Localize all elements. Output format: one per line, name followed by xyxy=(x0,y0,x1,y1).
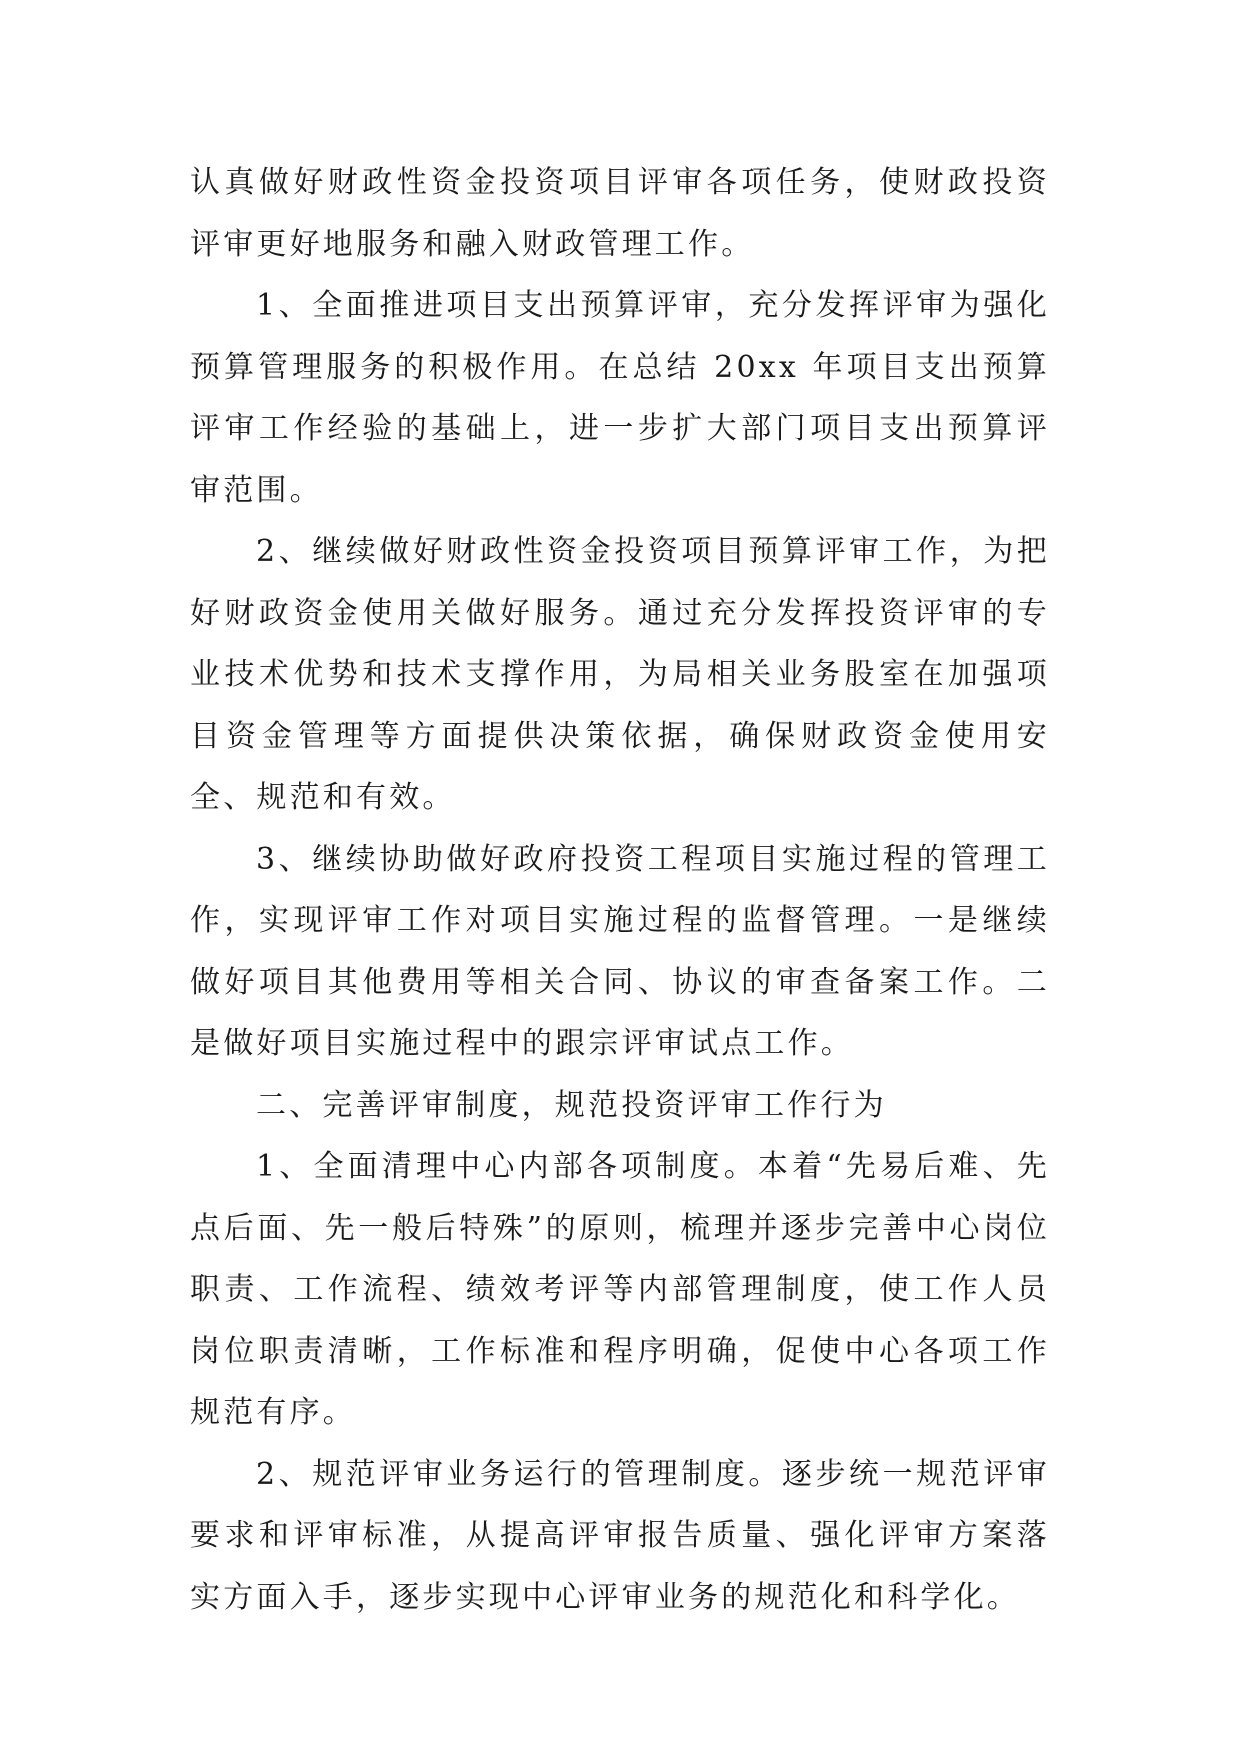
paragraph-section-item-1: 1、全面清理中心内部各项制度。本着“先易后难、先点后面、先一般后特殊”的原则，梳理并逐步完善中心岗位职责、工作流程、绩效考评等内部管理制度，使工作人员岗位职责清晰，工作标准和程序明确，促使中心各项工作规范有序。 xyxy=(190,1149,1050,1430)
paragraph-section-item-2: 2、规范评审业务运行的管理制度。逐步统一规范评审要求和评审标准，从提高评审报告质量、强化评审方案落实方面入手，逐步实现中心评审业务的规范化和科学化。 xyxy=(190,1456,1050,1615)
paragraph-intro: 认真做好财政性资金投资项目评审各项任务，使财政投资评审更好地服务和融入财政管理工作。 xyxy=(190,165,1050,262)
section-heading: 二、完善评审制度，规范投资评审工作行为 xyxy=(256,1087,887,1123)
paragraph-item-2: 2、继续做好财政性资金投资项目预算评审工作，为把好财政资金使用关做好服务。通过充分发挥投资评审的专业技术优势和技术支撑作用，为局相关业务股室在加强项目资金管理等方面提供决策依据，确保财政资金使用安全、规范和有效。 xyxy=(190,534,1050,815)
paragraph-item-3: 3、继续协助做好政府投资工程项目实施过程的管理工作，实现评审工作对项目实施过程的监督管理。一是继续做好项目其他费用等相关合同、协议的审查备案工作。二是做好项目实施过程中的跟宗评审试点工作。 xyxy=(190,841,1050,1061)
paragraph-item-1: 1、全面推进项目支出预算评审，充分发挥评审为强化预算管理服务的积极作用。在总结 20xx 年项目支出预算评审工作经验的基础上，进一步扩大部门项目支出预算评审范围。 xyxy=(190,288,1050,508)
document-page xyxy=(190,152,1050,1628)
